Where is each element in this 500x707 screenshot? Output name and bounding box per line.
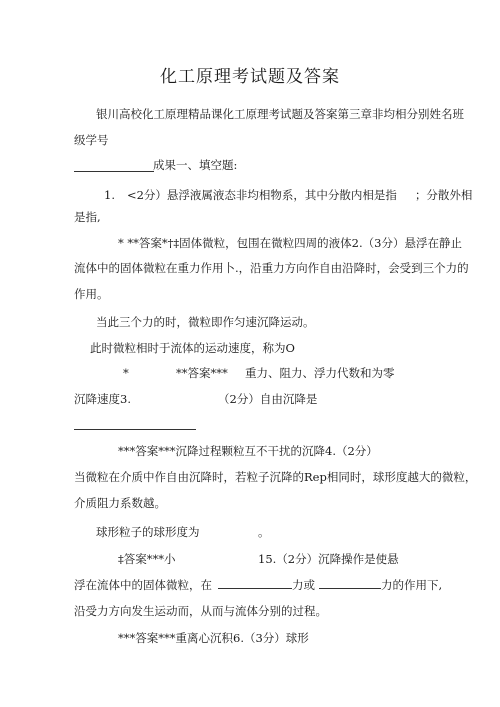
answer-2-marker: * [123,366,129,380]
question-5-line-1: 15.（2分）沉降操作是使悬 [258,552,399,566]
section-heading: 成果一、填空题: [153,158,238,172]
answer-blank-line [74,429,196,430]
question-4-period: 。 [258,525,270,539]
question-4-line-3: 球形粒子的球形度为 [96,525,200,539]
question-3-number: 沉降速度3. [74,392,131,406]
question-1-line-2: 是指, [74,210,101,224]
question-3-text: （2分）自由沉降是 [218,392,318,406]
answer-5-line: ***答案***重离心沉积6.（3分）球形 [118,631,309,645]
answer-2-label: **答案*** [176,366,228,380]
question-5-line-2 [74,578,442,592]
question-text: 浮在流体中的固体微粒，在 [74,578,212,592]
page-title: 化工原理考试题及答案 [160,67,340,87]
question-1-line-1 [104,188,472,202]
question-text: 力或 [292,578,315,592]
question-text: <2分）悬浮液属液态非均相物系，其中分散内相是指 [126,188,397,202]
question-4-line-2: 介质阻力系数越。 [74,496,166,510]
question-5-line-3: 沿受力方向发生运动而，从而与流体分别的过程。 [74,604,327,618]
answer-4-label: ‡答案***小 [118,552,176,566]
intro-line-1: 银川高校化工原理精品课化工原理考试题及答案第三章非均相分别姓名班 [96,107,464,121]
answer-2-text: 重力、阻力、浮力代数和为零 [245,366,395,380]
answer-3-line: ***答案***沉降过程颗粒互不干扰的沉降4.（2分） [118,444,378,458]
question-4-line-1: 当微粒在介质中作自由沉降时，若粒子沉降的Rep相同时，球形度越大的微粒， [74,470,477,484]
blank-line [74,171,154,172]
question-2-line-3: 作用。 [74,287,109,301]
question-2-line-5: 此时微粒相时于流体的运动速度，称为O [90,341,295,355]
question-2-line-4: 当此三个力的时，微粒即作匀速沉降运动。 [96,315,315,329]
answer-1-line: * **答案*†‡固体微粒，包围在微粒四周的液体2.（3分）悬浮在静止 [118,236,462,250]
question-2-line-2: 流体中的固体微粒在重力作用卜.，沿重力方向作自由沿降时，会受到三个力的 [74,261,469,275]
question-number: 1. [104,188,115,202]
question-text: ；分散外相 [414,188,473,202]
intro-line-2: 级学号 [74,133,109,147]
question-text: 力的作用下, [381,578,443,592]
